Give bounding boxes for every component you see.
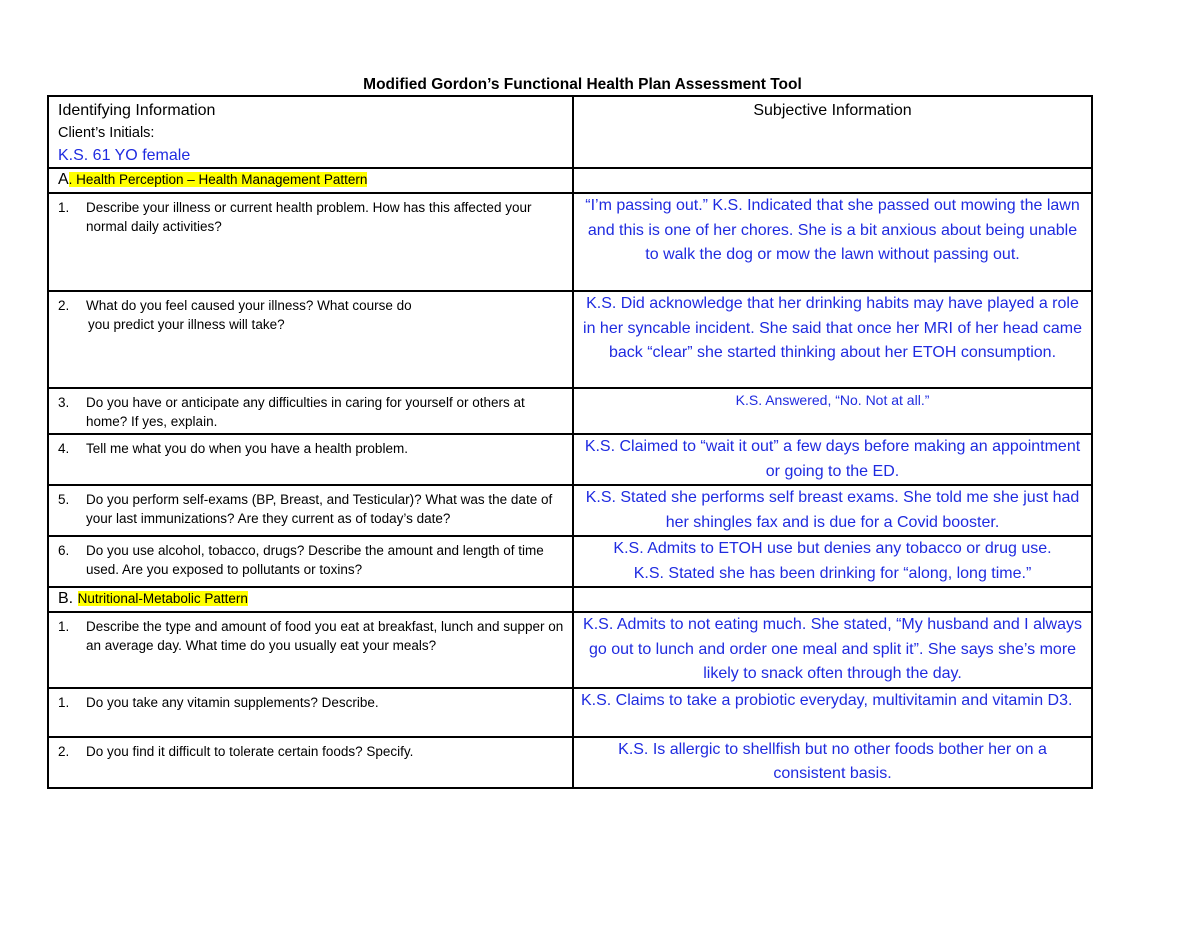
table-row	[48, 688, 1092, 737]
answer-cell	[573, 434, 1092, 485]
answer-cell	[573, 291, 1092, 388]
answer-text-line-2: K.S. Stated she has been drinking for “along, long time.”	[633, 564, 1032, 582]
identifying-information-cell	[48, 96, 573, 168]
table-row	[48, 612, 1092, 688]
answer-text: K.S. Is allergic to shellfish but no other foods bother her on a consistent basis.	[618, 740, 1047, 782]
table-row	[48, 485, 1092, 536]
question-text: Do you have or anticipate any difficulties in caring for yourself or others at home? If yes, explain.	[86, 395, 525, 429]
subjective-information-label: Subjective Information	[753, 102, 912, 119]
section-b-letter: B.	[58, 590, 74, 607]
question-text: Do you perform self-exams (BP, Breast, and Testicular)? What was the date of your last immunizations? Are they current as of today’s date?	[86, 492, 553, 526]
question-text: Describe the type and amount of food you eat at breakfast, lunch and supper on an average day. What time do you usually eat your meals?	[86, 619, 564, 653]
question-cell	[48, 291, 573, 388]
answer-text: “I’m passing out.” K.S. Indicated that she passed out mowing the lawn and this is one of her chores. She is a bit anxious about being unable to walk the dog or mow the lawn without passing out.	[585, 197, 1080, 263]
question-text: Tell me what you do when you have a health problem.	[86, 441, 408, 456]
question-cell	[48, 688, 573, 737]
assessment-table	[47, 95, 1093, 789]
question-cell	[48, 388, 573, 434]
answer-text: K.S. Stated she performs self breast exams. She told me she just had her shingles fax and is due for a Covid booster.	[585, 489, 1080, 531]
answer-text: K.S. Answered, “No. Not at all.”	[735, 392, 930, 408]
header-row	[48, 96, 1092, 168]
question-text: Do you find it difficult to tolerate certain foods? Specify.	[86, 743, 414, 759]
question-cell	[48, 612, 573, 688]
section-a-row	[48, 168, 1092, 193]
answer-text: K.S. Claims to take a probiotic everyday, multivitamin and vitamin D3.	[581, 691, 1073, 709]
question-number: 6.	[58, 543, 70, 558]
table-row	[48, 536, 1092, 587]
answer-cell	[573, 193, 1092, 291]
question-cell	[48, 193, 573, 291]
answer-cell	[573, 688, 1092, 737]
answer-cell	[573, 536, 1092, 587]
section-b-row	[48, 587, 1092, 612]
answer-cell	[573, 388, 1092, 434]
answer-text: K.S. Admits to not eating much. She stated, “My husband and I always go out to lunch and order one meal and split it”. She says she’s more likely to snack often through the day.	[583, 616, 1082, 682]
section-b-title: Nutritional-Metabolic Pattern	[77, 591, 248, 606]
table-row	[48, 193, 1092, 291]
section-a-empty-cell	[573, 168, 1092, 193]
question-cell	[48, 536, 573, 587]
question-cell	[48, 434, 573, 485]
answer-text: K.S. Claimed to “wait it out” a few days before making an appointment or going to the ED.	[584, 438, 1081, 480]
client-initials-value: K.S. 61 YO female	[58, 147, 191, 164]
question-text-line-1: What do you feel caused your illness? What course do	[86, 298, 412, 313]
question-text: Describe your illness or current health problem. How has this affected your normal daily activities?	[86, 200, 532, 234]
question-text-line-2: you predict your illness will take?	[88, 317, 285, 332]
question-number: 1.	[58, 619, 70, 634]
identifying-information-label: Identifying Information	[58, 102, 216, 119]
question-cell	[48, 485, 573, 536]
question-number: 5.	[58, 492, 70, 507]
question-cell	[48, 737, 573, 788]
table-row	[48, 434, 1092, 485]
question-number: 1.	[58, 200, 70, 215]
section-b-empty-cell	[573, 587, 1092, 612]
table-row	[48, 388, 1092, 434]
answer-cell	[573, 737, 1092, 788]
question-text: Do you use alcohol, tobacco, drugs? Describe the amount and length of time used. Are you exposed to pollutants or toxins?	[86, 543, 544, 577]
section-a-heading	[48, 168, 573, 193]
table-row	[48, 737, 1092, 788]
answer-cell	[573, 485, 1092, 536]
question-number: 2.	[58, 298, 70, 313]
question-text: Do you take any vitamin supplements? Describe.	[86, 694, 379, 710]
subjective-information-header	[573, 96, 1092, 168]
question-number: 4.	[58, 441, 70, 456]
table-row	[48, 291, 1092, 388]
section-b-heading	[48, 587, 573, 612]
client-initials-label: Client’s Initials:	[58, 125, 155, 141]
question-number: 2.	[58, 743, 70, 759]
answer-text: K.S. Did acknowledge that her drinking habits may have played a role in her syncable incident. She said that once her MRI of her head came back “clear” she started thinking about her ETOH consumption.	[583, 295, 1082, 361]
document-title: Modified Gordon’s Functional Health Plan Assessment Tool	[363, 76, 802, 93]
question-number: 1.	[58, 694, 70, 710]
answer-cell	[573, 612, 1092, 688]
question-number: 3.	[58, 395, 70, 410]
section-a-letter: A	[58, 171, 69, 188]
answer-text-line-1: K.S. Admits to ETOH use but denies any tobacco or drug use.	[613, 540, 1052, 557]
section-a-title: . Health Perception – Health Management Pattern	[68, 172, 368, 187]
